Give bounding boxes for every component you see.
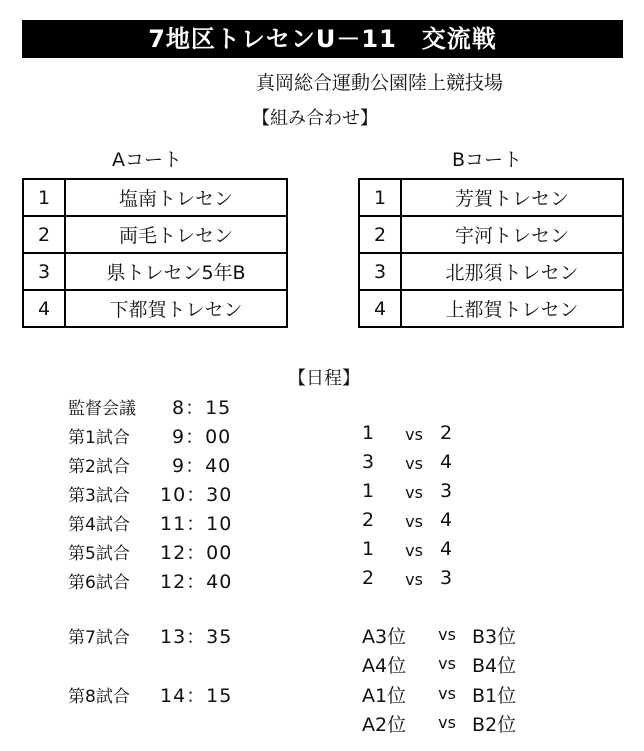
team-name: 北那須トレセン [401, 253, 623, 290]
match-home: 3 [362, 451, 375, 473]
schedule-item-time: 12：00 [160, 542, 233, 564]
schedule-item-name: 第8試合 [68, 687, 130, 707]
schedule-item-time: 14：15 [160, 685, 233, 707]
match-vs: vs [438, 684, 456, 703]
match-vs: vs [405, 483, 423, 502]
court-b-table [358, 178, 624, 328]
team-name: 宇河トレセン [401, 216, 623, 253]
team-number: 1 [23, 179, 65, 216]
team-number: 2 [23, 216, 65, 253]
match-home: 2 [362, 509, 375, 531]
match-vs: vs [438, 654, 456, 673]
schedule-item-time: 13：35 [160, 626, 233, 648]
match-home: A1位 [362, 685, 407, 707]
schedule-item-time: 9：00 [172, 426, 232, 448]
team-name: 両毛トレセン [65, 216, 287, 253]
match-vs: vs [405, 425, 423, 444]
match-away: 3 [440, 567, 453, 589]
match-away: B3位 [472, 626, 517, 648]
match-away: B4位 [472, 655, 517, 677]
match-vs: vs [405, 454, 423, 473]
team-name: 芳賀トレセン [401, 179, 623, 216]
schedule-heading: 【日程】 [288, 368, 360, 389]
match-away: B2位 [472, 714, 517, 736]
team-number: 4 [359, 290, 401, 327]
team-number: 3 [23, 253, 65, 290]
match-home: 1 [362, 538, 375, 560]
schedule-item-time: 10：30 [160, 484, 233, 506]
court-a-label: Aコート [112, 149, 182, 171]
schedule-item-name: 第1試合 [68, 428, 130, 448]
table-row [359, 216, 623, 253]
table-row [359, 253, 623, 290]
match-home: A3位 [362, 626, 407, 648]
match-away: 2 [440, 422, 453, 444]
match-home: A2位 [362, 714, 407, 736]
team-name: 下都賀トレセン [65, 290, 287, 327]
team-number: 4 [23, 290, 65, 327]
event-title-banner: 7地区トレセンU－11 交流戦 [22, 20, 623, 58]
match-vs: vs [438, 625, 456, 644]
table-row [359, 290, 623, 327]
schedule-item-time: 9：40 [172, 455, 232, 477]
match-away: 4 [440, 451, 453, 473]
schedule-item-name: 第4試合 [68, 515, 130, 535]
court-a-table [22, 178, 288, 328]
match-home: 1 [362, 422, 375, 444]
match-away: 3 [440, 480, 453, 502]
team-name: 県トレセン5年B [65, 253, 287, 290]
schedule-item-name: 第2試合 [68, 457, 130, 477]
match-vs: vs [405, 541, 423, 560]
table-row [23, 290, 287, 327]
table-row [23, 179, 287, 216]
team-number: 1 [359, 179, 401, 216]
table-row [23, 253, 287, 290]
match-away: B1位 [472, 685, 517, 707]
schedule-item-name: 第7試合 [68, 628, 130, 648]
venue-name: 真岡総合運動公園陸上競技場 [256, 72, 504, 94]
groups-heading: 【組み合わせ】 [252, 108, 378, 129]
team-name: 上都賀トレセン [401, 290, 623, 327]
schedule-item-time: 12：40 [160, 571, 233, 593]
match-home: 2 [362, 567, 375, 589]
match-away: 4 [440, 538, 453, 560]
schedule-item-name: 第5試合 [68, 544, 130, 564]
schedule-item-time: 8：15 [172, 397, 232, 419]
team-number: 2 [359, 216, 401, 253]
match-home: A4位 [362, 655, 407, 677]
team-number: 3 [359, 253, 401, 290]
match-vs: vs [438, 713, 456, 732]
match-home: 1 [362, 480, 375, 502]
table-row [359, 179, 623, 216]
match-away: 4 [440, 509, 453, 531]
match-vs: vs [405, 570, 423, 589]
team-name: 塩南トレセン [65, 179, 287, 216]
schedule-item-name: 第3試合 [68, 486, 130, 506]
court-b-label: Bコート [452, 149, 523, 171]
match-vs: vs [405, 512, 423, 531]
schedule-item-name: 監督会議 [68, 399, 136, 419]
table-row [23, 216, 287, 253]
schedule-item-time: 11：10 [160, 513, 233, 535]
schedule-item-name: 第6試合 [68, 573, 130, 593]
